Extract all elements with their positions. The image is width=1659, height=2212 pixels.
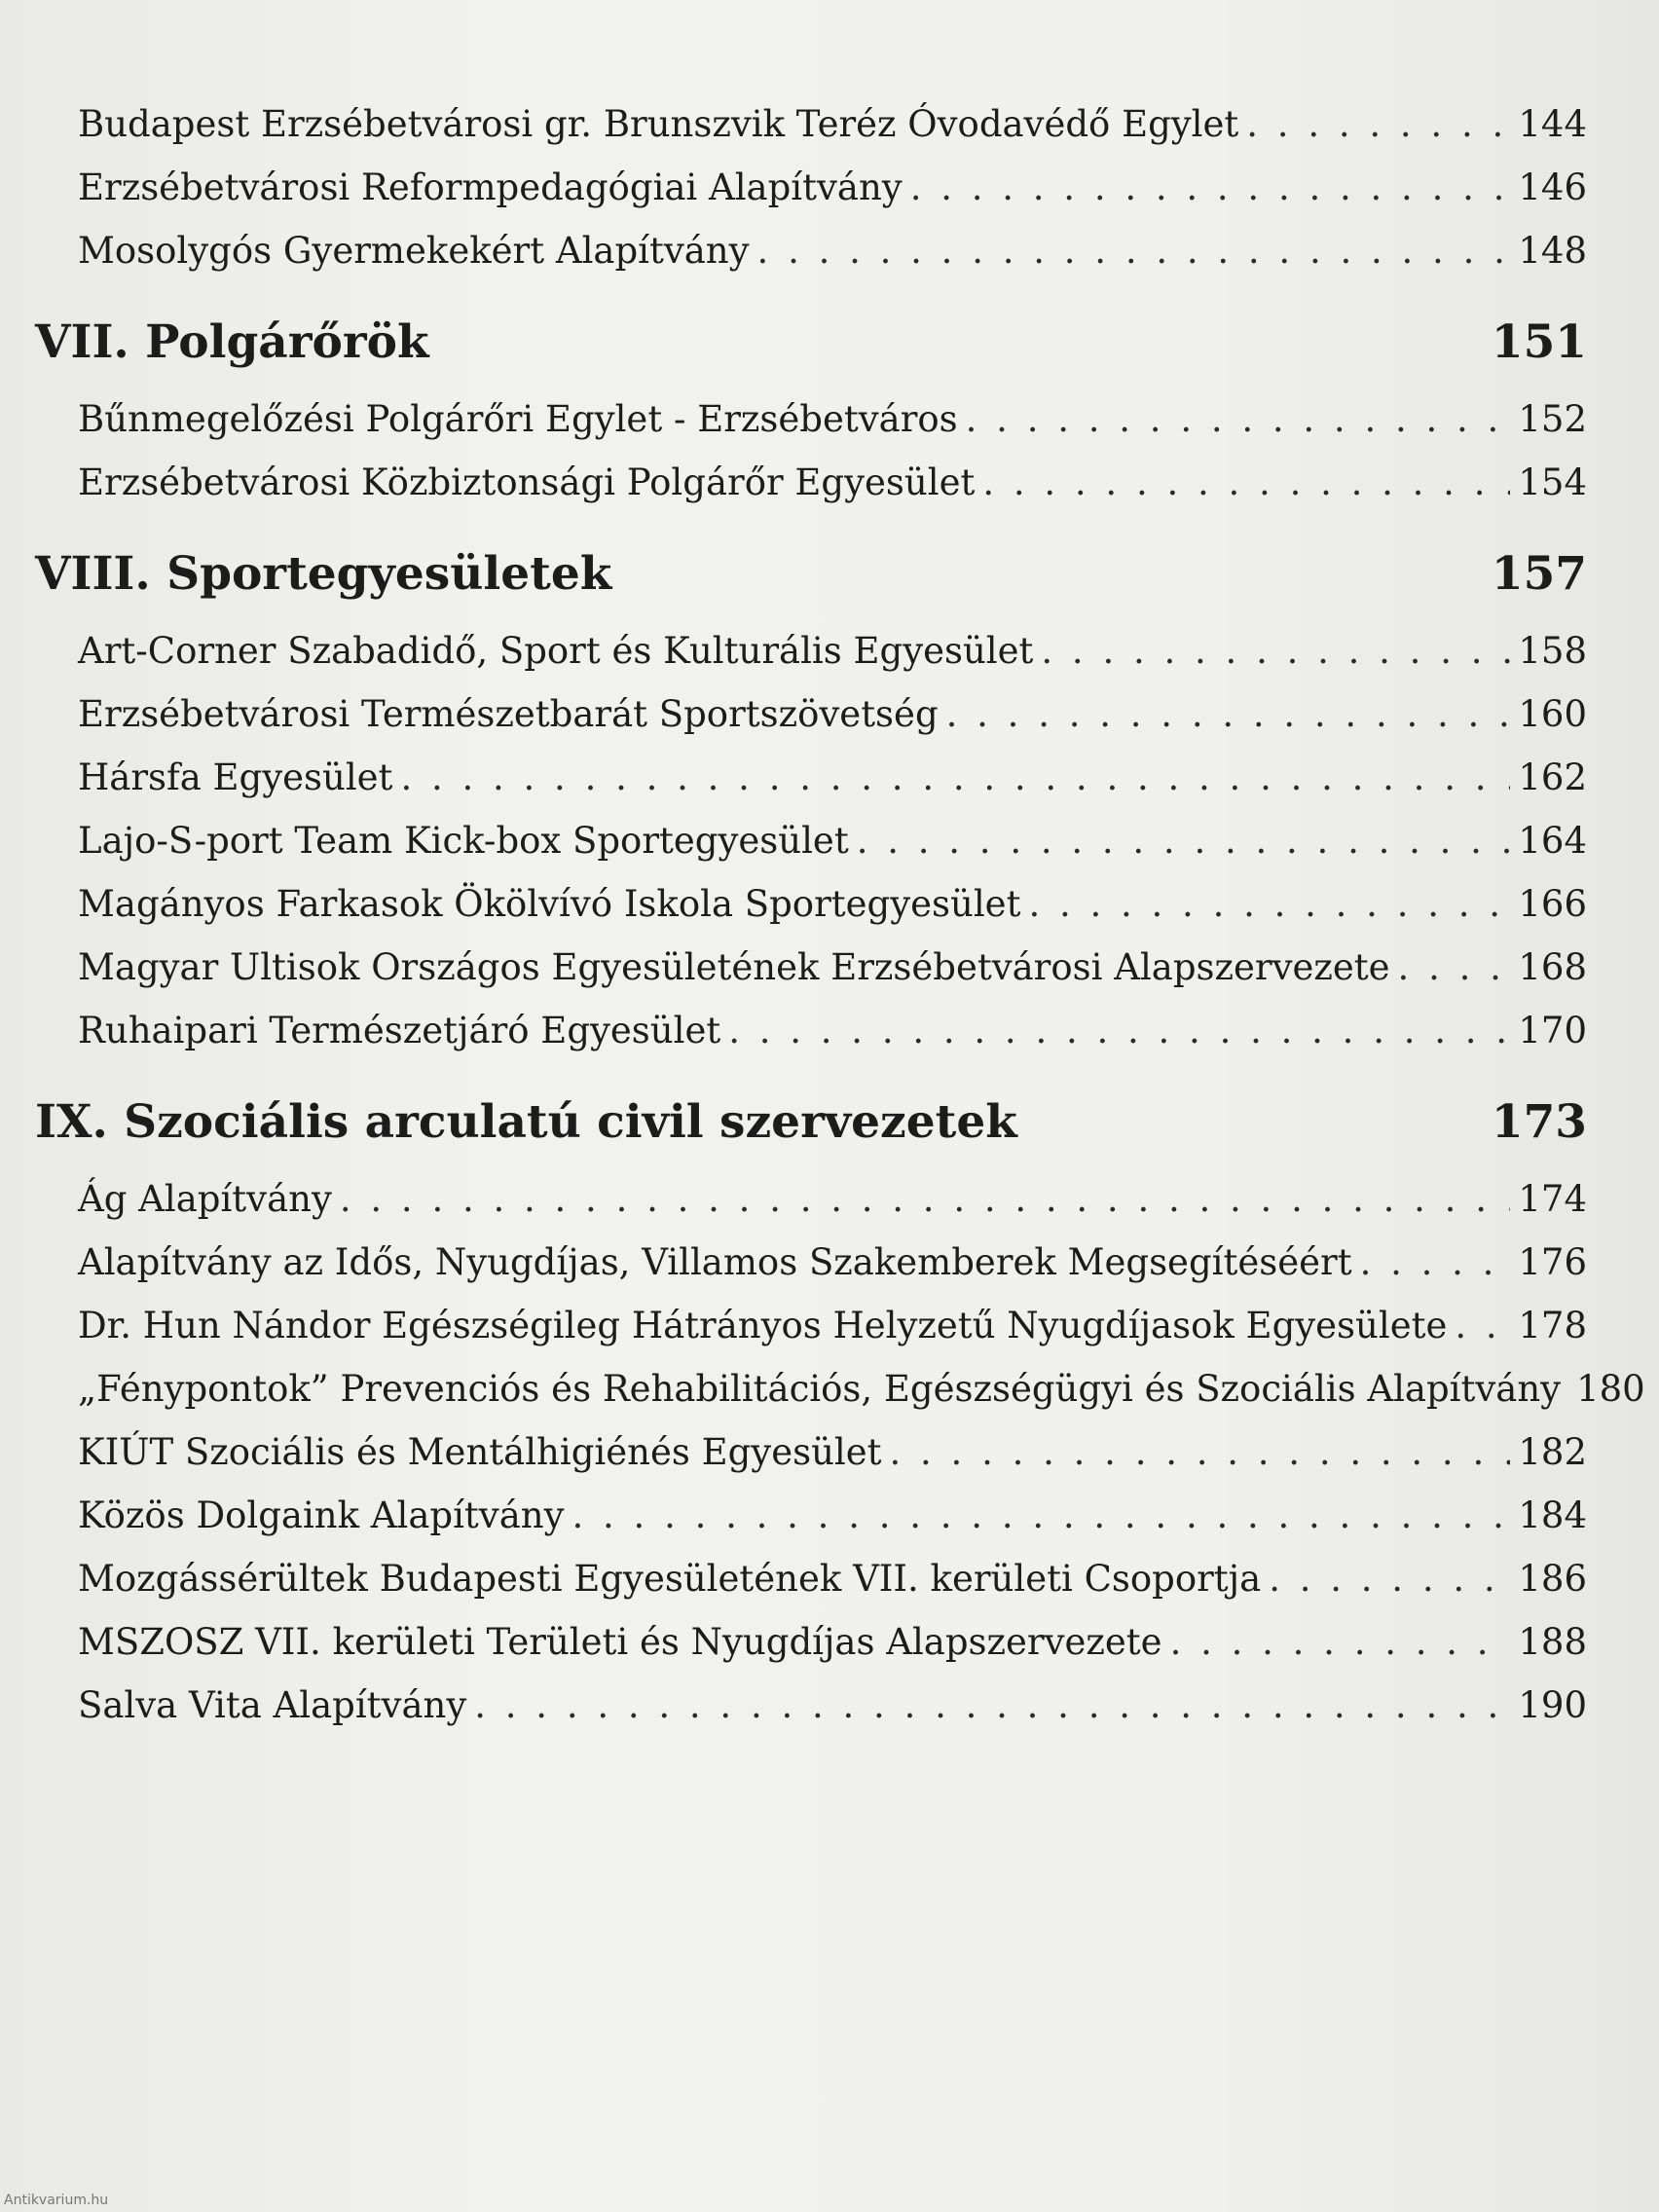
section-title: VII. Polgárőrök (35, 315, 429, 369)
entry-page-number: 176 (1518, 1241, 1587, 1283)
entry-title: Erzsébetvárosi Reformpedagógiai Alapítvány (78, 166, 903, 208)
watermark: Antikvarium.hu (4, 2193, 109, 2208)
toc-entry (78, 451, 1587, 514)
toc-entry (78, 156, 1587, 219)
section-page-number: 173 (1491, 1095, 1587, 1149)
entry-page-number: 162 (1518, 756, 1587, 798)
entry-title: KIÚT Szociális és Mentálhigiénés Egyesület (78, 1431, 882, 1473)
toc-entry (78, 1167, 1587, 1231)
section-title: IX. Szociális arculatú civil szervezetek (35, 1095, 1017, 1149)
entry-page-number: 180 (1576, 1368, 1645, 1410)
entry-title: Erzsébetvárosi Közbiztonsági Polgárőr Egyesület (78, 461, 976, 503)
section-heading (35, 304, 1587, 382)
toc-entry (78, 999, 1587, 1062)
entry-title: Ág Alapítvány (78, 1178, 332, 1220)
dot-leader (1246, 92, 1510, 156)
entry-title: Hársfa Egyesület (78, 756, 393, 798)
entry-page-number: 188 (1518, 1621, 1587, 1663)
toc-entry (78, 682, 1587, 746)
dot-leader (1455, 1294, 1510, 1357)
entry-page-number: 186 (1518, 1558, 1587, 1600)
toc-entry (78, 746, 1587, 809)
entry-page-number: 174 (1518, 1178, 1587, 1220)
dot-leader (946, 682, 1511, 746)
dot-leader (1041, 619, 1510, 682)
toc-entry (78, 387, 1587, 451)
entry-title: MSZOSZ VII. kerületi Területi és Nyugdíjas Alapszervezete (78, 1621, 1162, 1663)
entry-title: Salva Vita Alapítvány (78, 1684, 467, 1726)
table-of-contents (35, 92, 1645, 1737)
entry-title: Alapítvány az Idős, Nyugdíjas, Villamos Szakemberek Megsegítéséért (78, 1241, 1352, 1283)
entry-page-number: 154 (1518, 461, 1587, 503)
dot-leader (1398, 936, 1511, 999)
entry-page-number: 152 (1518, 398, 1587, 440)
dot-leader (340, 1167, 1511, 1231)
entry-page-number: 184 (1518, 1494, 1587, 1536)
entry-title: Lajo-S-port Team Kick-box Sportegyesület (78, 820, 849, 862)
dot-leader (966, 387, 1511, 451)
section-title: VIII. Sportegyesületek (35, 547, 612, 601)
toc-entry (78, 92, 1587, 156)
entry-page-number: 144 (1518, 103, 1587, 145)
entry-page-number: 168 (1518, 946, 1587, 988)
entry-title: „Fénypontok” Prevenciós és Rehabilitációs, Egészségügyi és Szociális Alapítvány (78, 1368, 1562, 1410)
toc-entry (78, 809, 1587, 872)
entry-page-number: 146 (1518, 166, 1587, 208)
dot-leader (474, 1674, 1510, 1737)
entry-page-number: 166 (1518, 883, 1587, 925)
section-heading (35, 535, 1587, 613)
entry-title: Art-Corner Szabadidő, Sport és Kulturális Egyesület (78, 630, 1034, 672)
entry-page-number: 160 (1518, 693, 1587, 735)
entry-page-number: 170 (1518, 1010, 1587, 1051)
entry-title: Magányos Farkasok Ökölvívó Iskola Sportegyesület (78, 883, 1021, 925)
entry-page-number: 182 (1518, 1431, 1587, 1473)
entry-title: Dr. Hun Nándor Egészségileg Hátrányos Helyzetű Nyugdíjasok Egyesülete (78, 1305, 1448, 1346)
entry-title: Budapest Erzsébetvárosi gr. Brunszvik Teréz Óvodavédő Egylet (78, 103, 1239, 145)
dot-leader (910, 156, 1511, 219)
dot-leader (857, 809, 1511, 872)
dot-leader (982, 451, 1510, 514)
toc-entry (78, 1294, 1587, 1357)
toc-entry (78, 936, 1587, 999)
section-page-number: 151 (1491, 315, 1587, 369)
dot-leader (1269, 1547, 1510, 1610)
toc-entry (78, 1420, 1587, 1484)
entry-page-number: 178 (1518, 1305, 1587, 1346)
section-heading (35, 1084, 1587, 1161)
toc-entry (78, 1357, 1645, 1420)
dot-leader (757, 219, 1511, 282)
toc-entry (78, 1674, 1587, 1737)
entry-title: Közös Dolgaink Alapítvány (78, 1494, 565, 1536)
entry-page-number: 158 (1518, 630, 1587, 672)
toc-entry (78, 619, 1587, 682)
entry-title: Magyar Ultisok Országos Egyesületének Erzsébetvárosi Alapszervezete (78, 946, 1390, 988)
dot-leader (1170, 1610, 1511, 1674)
dot-leader (890, 1420, 1511, 1484)
toc-entry (78, 1610, 1587, 1674)
entry-title: Ruhaipari Természetjáró Egyesület (78, 1010, 721, 1051)
dot-leader (400, 746, 1510, 809)
dot-leader (1028, 872, 1510, 936)
entry-page-number: 164 (1518, 820, 1587, 862)
entry-title: Bűnmegelőzési Polgárőri Egylet - Erzsébetváros (78, 398, 958, 440)
toc-entry (78, 872, 1587, 936)
toc-entry (78, 1231, 1587, 1294)
toc-entry (78, 1484, 1587, 1547)
entry-page-number: 190 (1518, 1684, 1587, 1726)
entry-title: Erzsébetvárosi Természetbarát Sportszövetség (78, 693, 939, 735)
dot-leader (1360, 1231, 1511, 1294)
entry-title: Mosolygós Gyermekekért Alapítvány (78, 230, 750, 272)
entry-title: Mozgássérültek Budapesti Egyesületének VII. kerületi Csoportja (78, 1558, 1262, 1600)
entry-page-number: 148 (1518, 230, 1587, 272)
dot-leader (572, 1484, 1511, 1547)
dot-leader (728, 999, 1510, 1062)
toc-entry (78, 219, 1587, 282)
section-page-number: 157 (1491, 547, 1587, 601)
toc-entry (78, 1547, 1587, 1610)
